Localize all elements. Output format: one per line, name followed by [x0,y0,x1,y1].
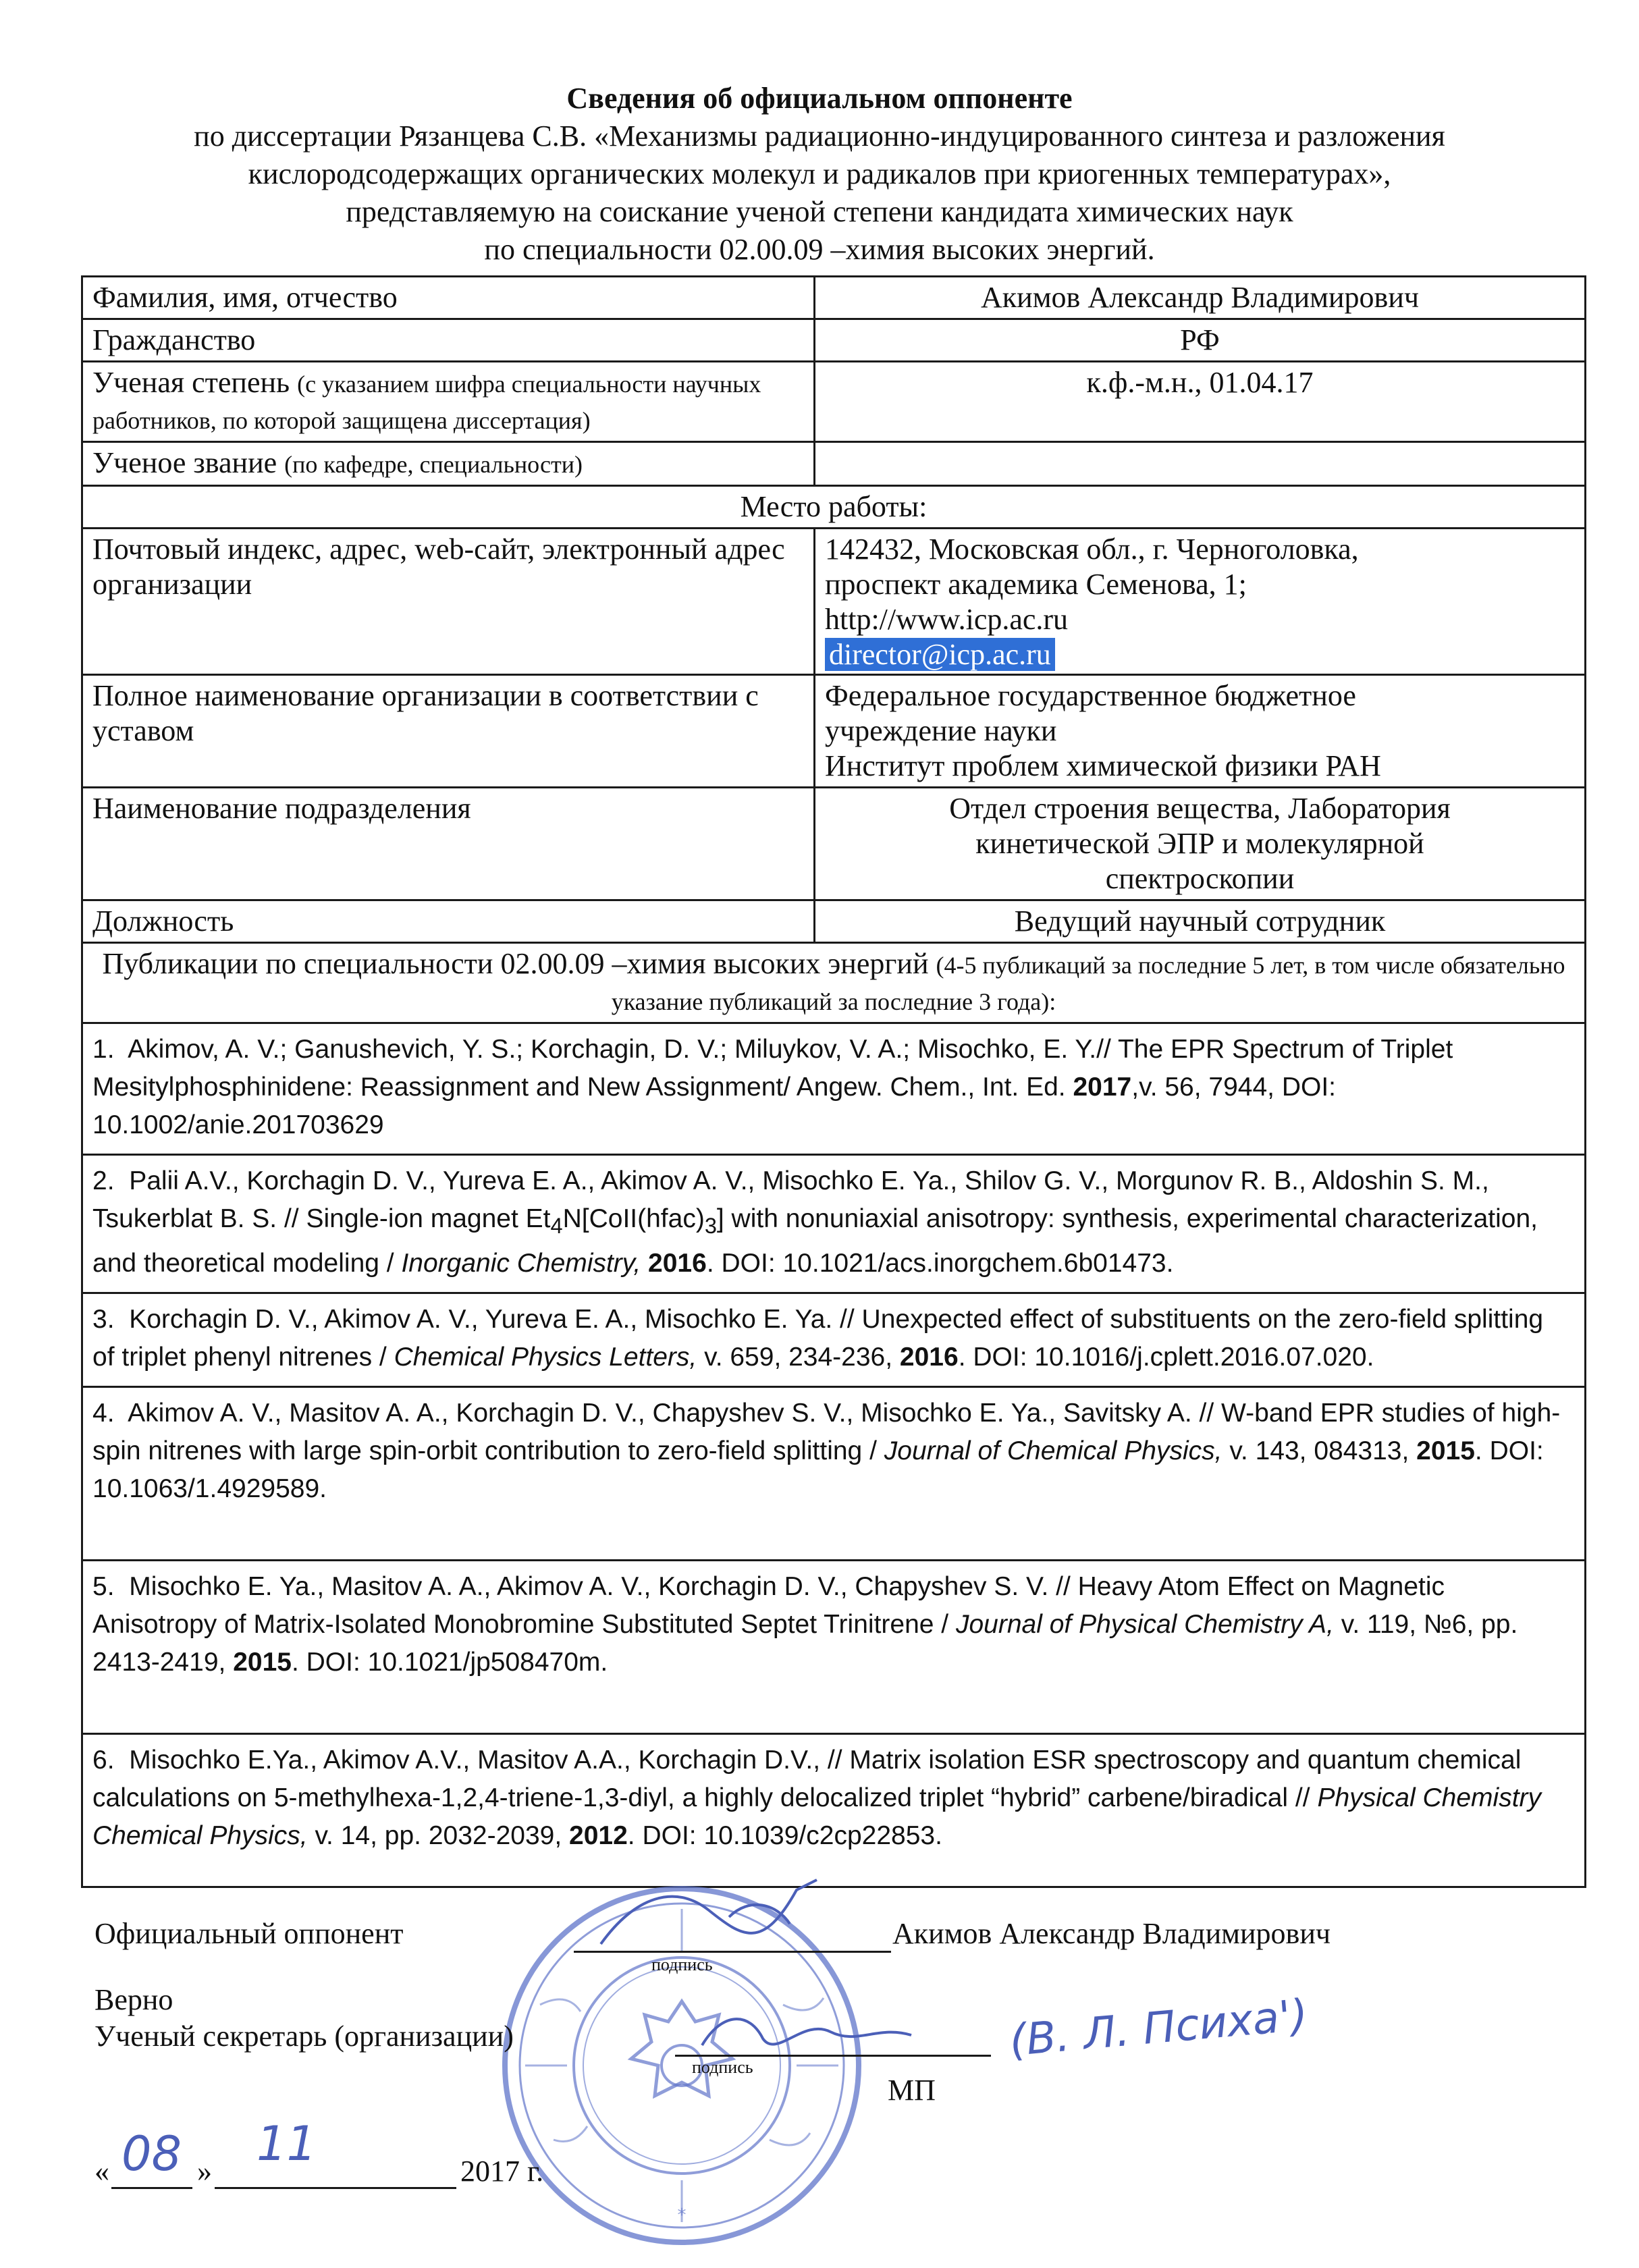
workplace-header: Место работы: [82,486,1586,529]
publications-note: (4-5 публикаций за последние 5 лет, в том числе обязательно указание публикаций за последние 3 года): [611,952,1565,1015]
date-day: 08 [122,2126,182,2182]
document-title: Сведения об официальном оппоненте [566,82,1073,115]
publication-2: 2. Palii A.V., Korchagin D. V., Yureva E. A., Akimov A. V., Misochko E. Ya., Shilov G. V., Morgunov R. B., Aldoshin S. M., Tsukerblat B. S. // Single-ion magnet $Et_4N[CoII(hfac)_3]$ with nonuniaxial anisotropy: synthesis, experimental characterization, and theoretical modeling / Inorganic Chemistry, 2016. DOI: 10.1021/acs.inorgchem.6b01473. [82,1155,1586,1293]
opponent-label: Официальный оппонент [95,1917,404,1950]
table-row [82,529,1586,675]
publication-1: 1. Akimov, A. V.; Ganushevich, Y. S.; Korchagin, D. V.; Miluykov, V. A.; Misochko, E. Y.// The EPR Spectrum of Triplet Mesitylphosphinidene: Reassignment and New Assignment/ Angew. Chem., Int. Ed. 2017,v. 56, 7944, DOI: 10.1002/anie.201703629 [82,1023,1586,1155]
opponent-name: Акимов Александр Владимирович [892,1917,1331,1950]
date-year: 2017 г. [460,2155,544,2188]
publication-5: 5. Misochko E. Ya., Masitov A. A., Akimov A. V., Korchagin D. V., Chapyshev S. V. // Heavy Atom Effect on Magnetic Anisotropy of Matrix-Isolated Monobromine Substituted Septet Trinitrene / Journal of Physical Chemistry A, v. 119, №6, pp. 2413-2419, 2015. DOI: 10.1021/jp508470m. [82,1560,1586,1733]
header-line-3: представляемую на соискание ученой степени кандидата химических наук [346,195,1293,228]
citizenship-value: РФ [815,319,1586,362]
degree-label: Ученая степень [92,366,290,399]
name-label: Фамилия, имя, отчество [82,277,815,319]
table-row [82,788,1586,900]
address-line-2: проспект академика Семенова, 1; [825,568,1247,601]
table-row [82,362,1586,442]
verified-label: Верно [95,1983,173,2016]
publication-3: 3. Korchagin D. V., Akimov A. V., Yureva E. A., Misochko E. Ya. // Unexpected effect of substituents on the zero-field splitting of triplet phenyl nitrenes / Chemical Physics Letters, v. 659, 234-236, 2016. DOI: 10.1016/j.cplett.2016.07.020. [82,1293,1586,1386]
rank-label-cell [82,442,815,486]
address-line-1: 142432, Московская обл., г. Черноголовка, [825,533,1359,566]
opponent-info-table [81,275,1586,1888]
svg-text:*: * [677,2205,687,2225]
date-open: « [95,2155,109,2188]
table-row [82,319,1586,362]
website-link[interactable]: http://www.icp.ac.ru [825,603,1069,636]
dept-line-1: Отдел строения вещества, Лаборатория [949,792,1451,825]
org-line-2: учреждение науки [825,714,1057,747]
secretary-signature-caption: подпись [692,2057,753,2077]
table-row [82,1023,1586,1155]
table-row [82,1560,1586,1733]
dept-value [815,788,1586,900]
publications-header-text: Публикации по специальности 02.00.09 –химия высоких энергий [102,947,929,980]
date-mid: » [197,2155,212,2188]
dept-line-2: кинетической ЭПР и молекулярной [975,827,1424,860]
stamp-place-label: МП [888,2074,936,2107]
dept-line-3: спектроскопии [1105,862,1295,895]
rank-label: Ученое звание [92,446,277,479]
table-row [82,277,1586,319]
document-header [0,80,1639,269]
publication-6: 6. Misochko E.Ya., Akimov A.V., Masitov A.A., Korchagin D.V., // Matrix isolation ESR spectroscopy and quantum chemical calculations on 5-methylhexa-1,2,4-triene-1,3-diyl, a highly delocalized triplet “hybrid” carbene/biradical // Physical Chemistry Chemical Physics, v. 14, pp. 2032-2039, 2012. DOI: 10.1039/c2cp22853. [82,1733,1586,1887]
email-link[interactable]: director@icp.ac.ru [825,638,1055,671]
table-row [82,1155,1586,1293]
secretary-label: Ученый секретарь (организации) [95,2020,514,2053]
address-value [815,529,1586,675]
table-row [82,1293,1586,1386]
name-value: Акимов Александр Владимирович [815,277,1586,319]
citizenship-label: Гражданство [82,319,815,362]
date-month: 11 [257,2116,317,2171]
table-row [82,900,1586,943]
signature-caption: подпись [651,1955,713,1974]
position-value: Ведущий научный сотрудник [815,900,1586,943]
rank-value [815,442,1586,486]
org-value [815,675,1586,788]
table-row [82,442,1586,486]
month-line [215,2187,456,2189]
org-label: Полное наименование организации в соответствии с уставом [82,675,815,788]
header-line-2: кислородсодержащих органических молекул и радикалов при криогенных температурах», [248,157,1391,190]
degree-label-cell [82,362,815,442]
degree-note: (с указанием шифра специальности научных работников, по которой защищена диссертация) [92,371,761,434]
degree-value: к.ф.-м.н., 01.04.17 [815,362,1586,442]
rank-note: (по кафедре, специальности) [284,451,583,478]
position-label: Должность [82,900,815,943]
day-line [111,2187,192,2189]
org-line-3: Институт проблем химической физики РАН [825,749,1381,782]
dept-label: Наименование подразделения [82,788,815,900]
opponent-signature [594,1870,851,1958]
table-row [82,486,1586,529]
table-row [82,1733,1586,1887]
table-row [82,1386,1586,1560]
publications-header [82,943,1586,1023]
table-row [82,943,1586,1023]
secretary-name: (В. Л. Психа') [1007,1990,1310,2067]
publication-4: 4. Akimov A. V., Masitov A. A., Korchagin D. V., Chapyshev S. V., Misochko E. Ya., Savitsky A. // W-band EPR studies of high-spin nitrenes with large spin-orbit contribution to zero-field splitting / Journal of Chemical Physics, v. 143, 084313, 2015. DOI: 10.1063/1.4929589. [82,1386,1586,1560]
address-label: Почтовый индекс, адрес, web-сайт, электронный адрес организации [82,529,815,675]
table-row [82,675,1586,788]
header-line-4: по специальности 02.00.09 –химия высоких энергий. [484,233,1155,266]
secretary-signature [695,2005,925,2066]
org-line-1: Федеральное государственное бюджетное [825,679,1356,712]
header-line-1: по диссертации Рязанцева С.В. «Механизмы радиационно-индуцированного синтеза и разложения [194,119,1445,153]
